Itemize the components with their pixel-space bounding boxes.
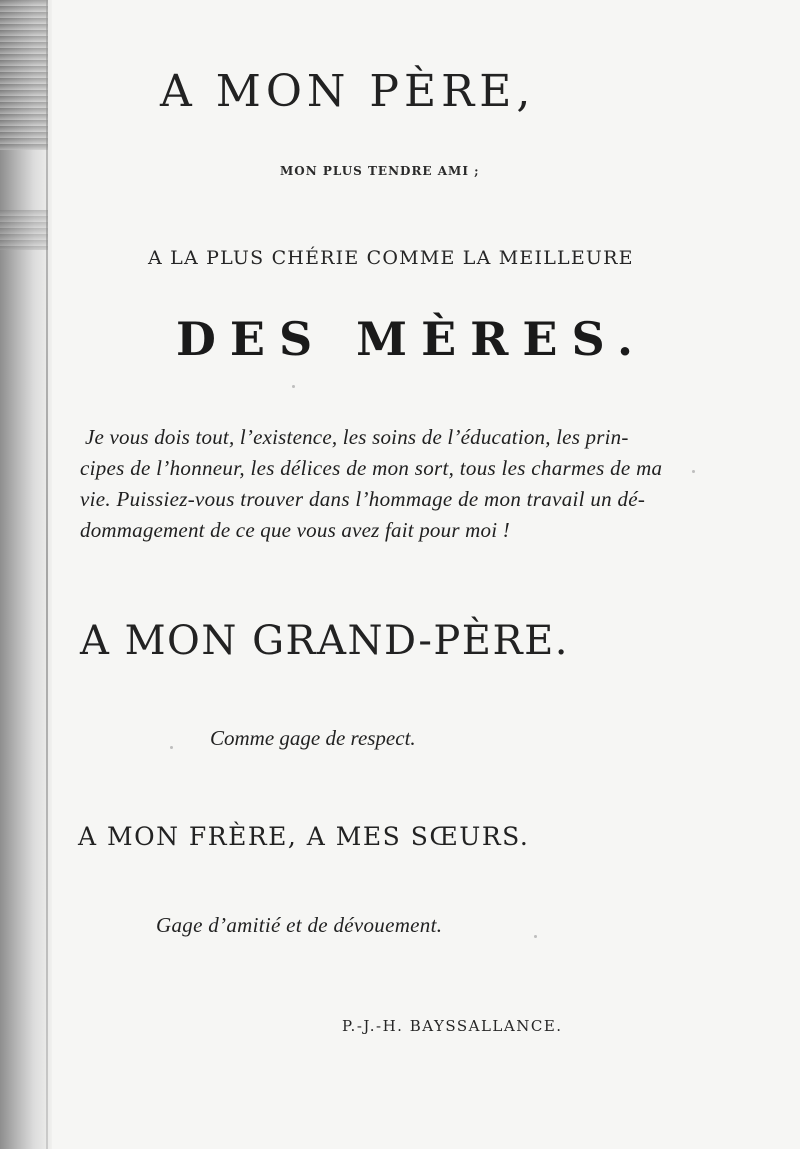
grandfather-subtitle: Comme gage de respect. — [210, 726, 416, 750]
scan-speck — [292, 385, 295, 388]
siblings-subtitle: Gage d’amitié et de dévouement. — [156, 913, 443, 937]
scan-speck — [170, 746, 173, 749]
grandfather-heading: A MON GRAND-PÈRE. — [80, 618, 569, 664]
paragraph-line: Je vous dois tout, l’existence, les soins de l’éducation, les prin- — [85, 425, 629, 449]
page-fold-line — [46, 0, 48, 1149]
paragraph-line: dommagement de ce que vous avez fait pour moi ! — [80, 518, 510, 542]
dedication-paragraph — [80, 422, 680, 546]
mothers-heading: DES MÈRES. — [176, 312, 648, 366]
siblings-heading: A MON FRÈRE, A MES SŒURS. — [78, 822, 530, 851]
mother-line: A LA PLUS CHÉRIE COMME LA MEILLEURE — [148, 247, 634, 269]
father-heading: A MON PÈRE, — [160, 66, 536, 117]
scan-speck — [534, 935, 537, 938]
scan-shadow-edge — [0, 0, 52, 1149]
father-subtitle: MON PLUS TENDRE AMI ; — [280, 164, 480, 178]
scan-noise-band — [0, 210, 48, 250]
paragraph-line: vie. Puissiez-vous trouver dans l’hommage de mon travail un dé- — [80, 487, 646, 511]
author-signature: P.-J.-H. BAYSSALLANCE. — [342, 1017, 563, 1035]
dedication-page — [52, 0, 800, 1149]
paragraph-line: cipes de l’honneur, les délices de mon sort, tous les charmes de ma — [80, 456, 663, 480]
scan-noise-band — [0, 0, 48, 150]
scan-speck — [692, 470, 695, 473]
